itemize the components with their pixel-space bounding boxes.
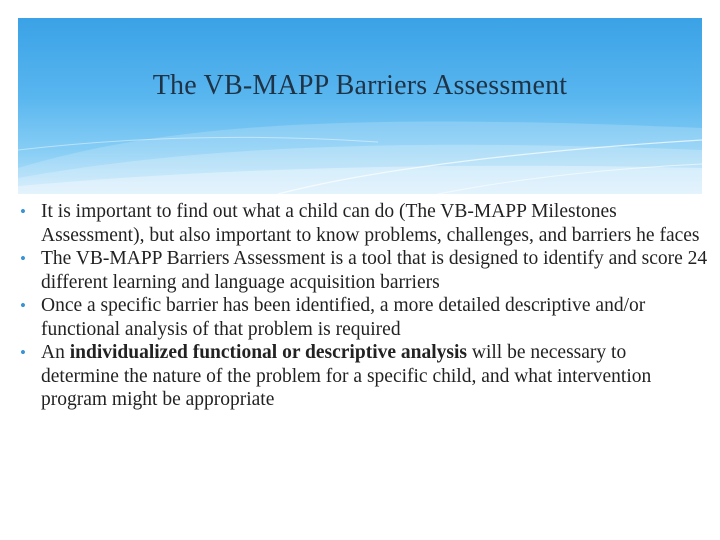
bullet-icon: • — [20, 249, 26, 268]
wave-decoration — [18, 18, 702, 194]
bullet-item — [18, 200, 708, 247]
bullet-text-prefix: An — [41, 342, 70, 363]
bullet-text: The VB-MAPP Barriers Assessment is a tool that is designed to identify and score 24 different learning and language acquisition barriers — [41, 248, 708, 293]
title-banner — [18, 18, 702, 194]
bullet-text: It is important to find out what a child can do (The VB-MAPP Milestones Assessment), but also important to know problems, challenges, and barriers he faces — [41, 201, 700, 246]
bullet-item — [18, 247, 708, 294]
bullet-list — [18, 200, 708, 412]
bullet-item — [18, 341, 708, 412]
slide-title: The VB-MAPP Barriers Assessment — [152, 70, 568, 101]
bullet-icon: • — [20, 202, 26, 221]
bullet-icon: • — [20, 343, 26, 362]
bullet-icon: • — [20, 296, 26, 315]
bullet-text-suffix: will be necessary to determine the nature of the problem for a specific child, and what intervention program might be appropriate — [41, 342, 652, 410]
bullet-text: Once a specific barrier has been identified, a more detailed descriptive and/or functional analysis of that problem is required — [41, 295, 646, 340]
bullet-item — [18, 294, 708, 341]
bullet-emphasis: individualized functional or descriptive analysis — [69, 342, 467, 363]
